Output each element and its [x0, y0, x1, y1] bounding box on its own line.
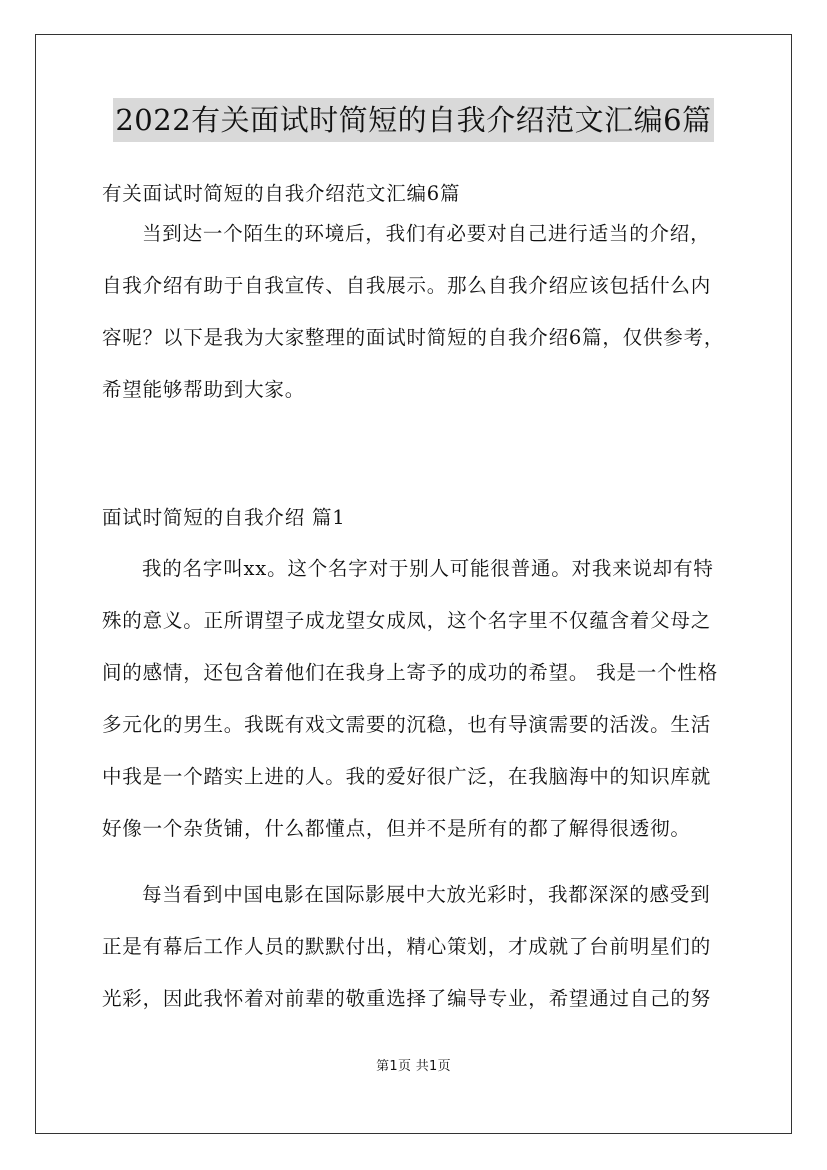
section1-paragraph-1 [102, 543, 742, 855]
document-subtitle: 有关面试时简短的自我介绍范文汇编6篇 [102, 182, 461, 205]
intro-line: 容呢？以下是我为大家整理的面试时简短的自我介绍6篇，仅供参考， [102, 326, 725, 349]
paragraph-line: 好像一个杂货铺，什么都懂点，但并不是所有的都了解得很透彻。 [102, 817, 691, 840]
section-heading: 面试时简短的自我介绍 篇1 [102, 506, 346, 529]
paragraph-line: 正是有幕后工作人员的默默付出，精心策划，才成就了台前明星们的 [102, 935, 712, 958]
paragraph-line: 多元化的男生。我既有戏文需要的沉稳，也有导演需要的活泼。生活 [102, 713, 712, 736]
paragraph-line: 每当看到中国电影在国际影展中大放光彩时，我都深深的感受到 [142, 883, 711, 906]
paragraph-line: 我的名字叫xx。这个名字对于别人可能很普通。对我来说却有特 [142, 557, 714, 580]
paragraph-line: 中我是一个踏实上进的人。我的爱好很广泛，在我脑海中的知识库就 [102, 765, 712, 788]
intro-line: 当到达一个陌生的环境后，我们有必要对自己进行适当的介绍， [142, 222, 711, 245]
intro-paragraph [102, 208, 742, 416]
document-title: 2022有关面试时简短的自我介绍范文汇编6篇 [113, 98, 713, 142]
intro-line: 希望能够帮助到大家。 [102, 378, 306, 401]
page-footer: 第1页 共1页 [376, 1059, 451, 1074]
intro-line: 自我介绍有助于自我宣传、自我展示。那么自我介绍应该包括什么内 [102, 274, 712, 297]
paragraph-line: 殊的意义。正所谓望子成龙望女成凤，这个名字里不仅蕴含着父母之 [102, 609, 712, 632]
section1-paragraph-2 [102, 869, 742, 1025]
title-container [0, 98, 827, 142]
paragraph-line: 光彩，因此我怀着对前辈的敬重选择了编导专业，希望通过自己的努 [102, 987, 712, 1010]
paragraph-line: 间的感情，还包含着他们在我身上寄予的成功的希望。 我是一个性格 [102, 661, 718, 684]
